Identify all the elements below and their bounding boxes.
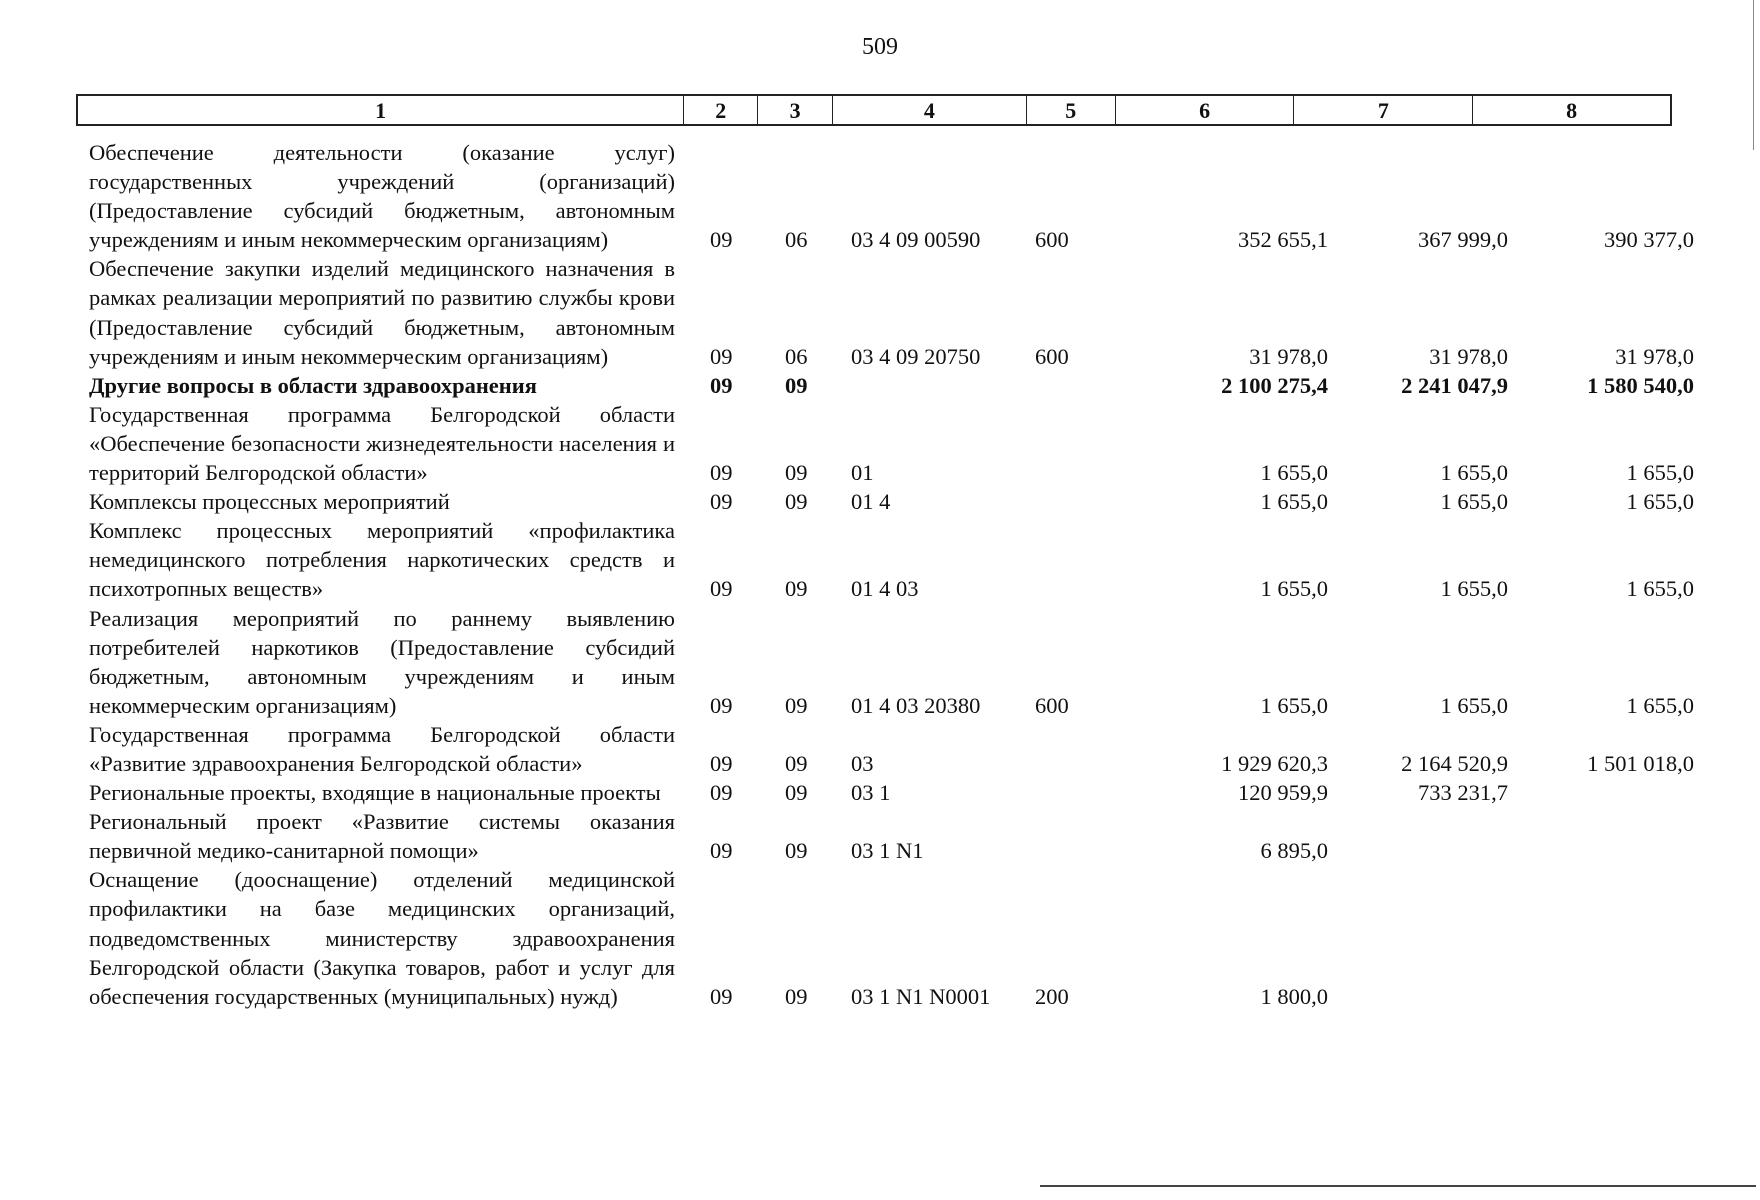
cell-amount-8: 1 655,0 (1626, 692, 1694, 718)
cell-amount-7: 2 241 047,9 (1401, 372, 1508, 398)
table-row (89, 400, 1694, 487)
cell-target-code: 03 4 09 00590 (851, 227, 981, 253)
cell-section: 09 (710, 750, 733, 776)
cell-section: 09 (710, 838, 733, 864)
cell-section: 09 (710, 780, 733, 806)
cell-amount-7: 1 655,0 (1440, 576, 1508, 602)
table-header (76, 94, 1672, 126)
row-description: Региональный проект «Развитие системы оказания первичной медико-санитарной помощи» (89, 809, 675, 864)
cell-amount-6: 352 655,1 (1238, 227, 1328, 253)
cell-amount-8: 1 580 540,0 (1587, 372, 1694, 398)
row-description: Другие вопросы в области здравоохранения (89, 372, 537, 398)
cell-target-code: 03 1 N1 (851, 838, 924, 864)
cell-subsection: 09 (785, 780, 808, 806)
cell-target-code: 03 (851, 750, 874, 776)
table-row (89, 254, 1694, 370)
cell-subsection: 09 (785, 460, 808, 486)
header-col-3: 3 (758, 96, 833, 124)
cell-subsection: 09 (785, 838, 808, 864)
header-col-6: 6 (1116, 96, 1295, 124)
row-description: Реализация мероприятий по раннему выявлению потребителей наркотиков (Предоставление субсидий бюджетным, автономным учреждениям и иным некоммерческим организациям) (89, 605, 675, 718)
cell-expense-type: 600 (1035, 227, 1069, 253)
cell-amount-7: 2 164 520,9 (1401, 750, 1508, 776)
cell-subsection: 09 (785, 372, 808, 398)
cell-expense-type: 600 (1035, 692, 1069, 718)
table-row (89, 487, 1694, 516)
row-description: Оснащение (дооснащение) отделений медицинской профилактики на базе медицинских организаций, подведомственных министерству здравоохранения Белгородской области (Закупка товаров, работ и услуг для обеспечения государственных (муниципальных) нужд) (89, 867, 675, 1009)
row-description: Государственная программа Белгородской области «Развитие здравоохранения Белгородской области» (89, 721, 675, 776)
cell-subsection: 09 (785, 750, 808, 776)
scan-bottom-rule (1040, 1185, 1756, 1187)
cell-amount-6: 2 100 275,4 (1221, 372, 1328, 398)
table-row (89, 720, 1694, 778)
cell-amount-7: 367 999,0 (1418, 227, 1508, 253)
table-row (89, 604, 1694, 720)
page-number: 509 (862, 34, 898, 60)
cell-target-code: 03 4 09 20750 (851, 343, 981, 369)
cell-amount-6: 1 655,0 (1260, 576, 1328, 602)
header-col-4: 4 (833, 96, 1027, 124)
cell-amount-6: 1 929 620,3 (1221, 750, 1328, 776)
cell-section: 09 (710, 343, 733, 369)
cell-section: 09 (710, 692, 733, 718)
table-row (89, 138, 1694, 254)
cell-amount-8: 390 377,0 (1604, 227, 1694, 253)
header-col-7: 7 (1294, 96, 1473, 124)
cell-target-code: 03 1 N1 N0001 (851, 983, 991, 1009)
cell-target-code: 01 (851, 460, 874, 486)
cell-amount-7: 1 655,0 (1440, 489, 1508, 515)
cell-amount-8: 31 978,0 (1615, 343, 1694, 369)
cell-expense-type: 200 (1035, 983, 1069, 1009)
cell-subsection: 09 (785, 692, 808, 718)
table-row (89, 516, 1694, 603)
row-description: Комплексы процессных мероприятий (89, 489, 450, 515)
cell-target-code: 03 1 (851, 780, 891, 806)
cell-amount-6: 1 655,0 (1260, 692, 1328, 718)
cell-subsection: 09 (785, 489, 808, 515)
row-description: Государственная программа Белгородской области «Обеспечение безопасности жизнедеятельности населения и территорий Белгородской области» (89, 401, 675, 486)
header-col-8: 8 (1566, 98, 1578, 123)
cell-subsection: 06 (785, 343, 808, 369)
table-row (89, 371, 1694, 400)
cell-amount-7: 1 655,0 (1440, 692, 1508, 718)
row-description: Комплекс процессных мероприятий «профилактика немедицинского потребления наркотических средств и психотропных веществ» (89, 518, 675, 602)
cell-amount-8: 1 501 018,0 (1587, 750, 1694, 776)
cell-target-code: 01 4 03 20380 (851, 692, 981, 718)
row-description: Обеспечение деятельности (оказание услуг) государственных учреждений (организаций) (Предоставление субсидий бюджетным, автономным учреждениям и иным некоммерческим организациям) (89, 140, 675, 253)
cell-section: 09 (710, 576, 733, 602)
cell-amount-8: 1 655,0 (1626, 576, 1694, 602)
cell-subsection: 09 (785, 576, 808, 602)
row-description: Обеспечение закупки изделий медицинского назначения в рамках реализации мероприятий по развитию службы крови (Предоставление субсидий бюджетным, автономным учреждениям и иным некоммерческим организациям) (89, 256, 675, 369)
cell-amount-8: 1 655,0 (1626, 460, 1694, 486)
table-row (89, 778, 1672, 807)
cell-amount-6: 1 655,0 (1260, 489, 1328, 515)
cell-section: 09 (710, 460, 733, 486)
cell-amount-6: 120 959,9 (1238, 780, 1328, 806)
row-description: Региональные проекты, входящие в национальные проекты (89, 780, 661, 806)
cell-amount-8: 1 655,0 (1626, 489, 1694, 515)
cell-target-code: 01 4 (851, 489, 891, 515)
cell-expense-type: 600 (1035, 343, 1069, 369)
cell-section: 09 (710, 372, 733, 398)
cell-amount-6: 6 895,0 (1260, 838, 1328, 864)
scan-right-edge (1753, 0, 1754, 150)
header-col-2: 2 (684, 96, 758, 124)
table-body (89, 138, 1694, 1011)
cell-amount-6: 31 978,0 (1249, 343, 1328, 369)
cell-amount-6: 1 800,0 (1260, 983, 1328, 1009)
cell-section: 09 (710, 489, 733, 515)
cell-amount-7: 1 655,0 (1440, 460, 1508, 486)
header-col-5: 5 (1027, 96, 1116, 124)
cell-amount-6: 1 655,0 (1260, 460, 1328, 486)
table-row (89, 807, 1672, 865)
cell-amount-7: 31 978,0 (1429, 343, 1508, 369)
cell-subsection: 06 (785, 227, 808, 253)
header-col-1: 1 (78, 96, 684, 124)
cell-section: 09 (710, 983, 733, 1009)
cell-amount-7: 733 231,7 (1418, 780, 1508, 806)
cell-section: 09 (710, 227, 733, 253)
cell-subsection: 09 (785, 983, 808, 1009)
cell-target-code: 01 4 03 (851, 576, 919, 602)
table-row (89, 865, 1672, 1010)
